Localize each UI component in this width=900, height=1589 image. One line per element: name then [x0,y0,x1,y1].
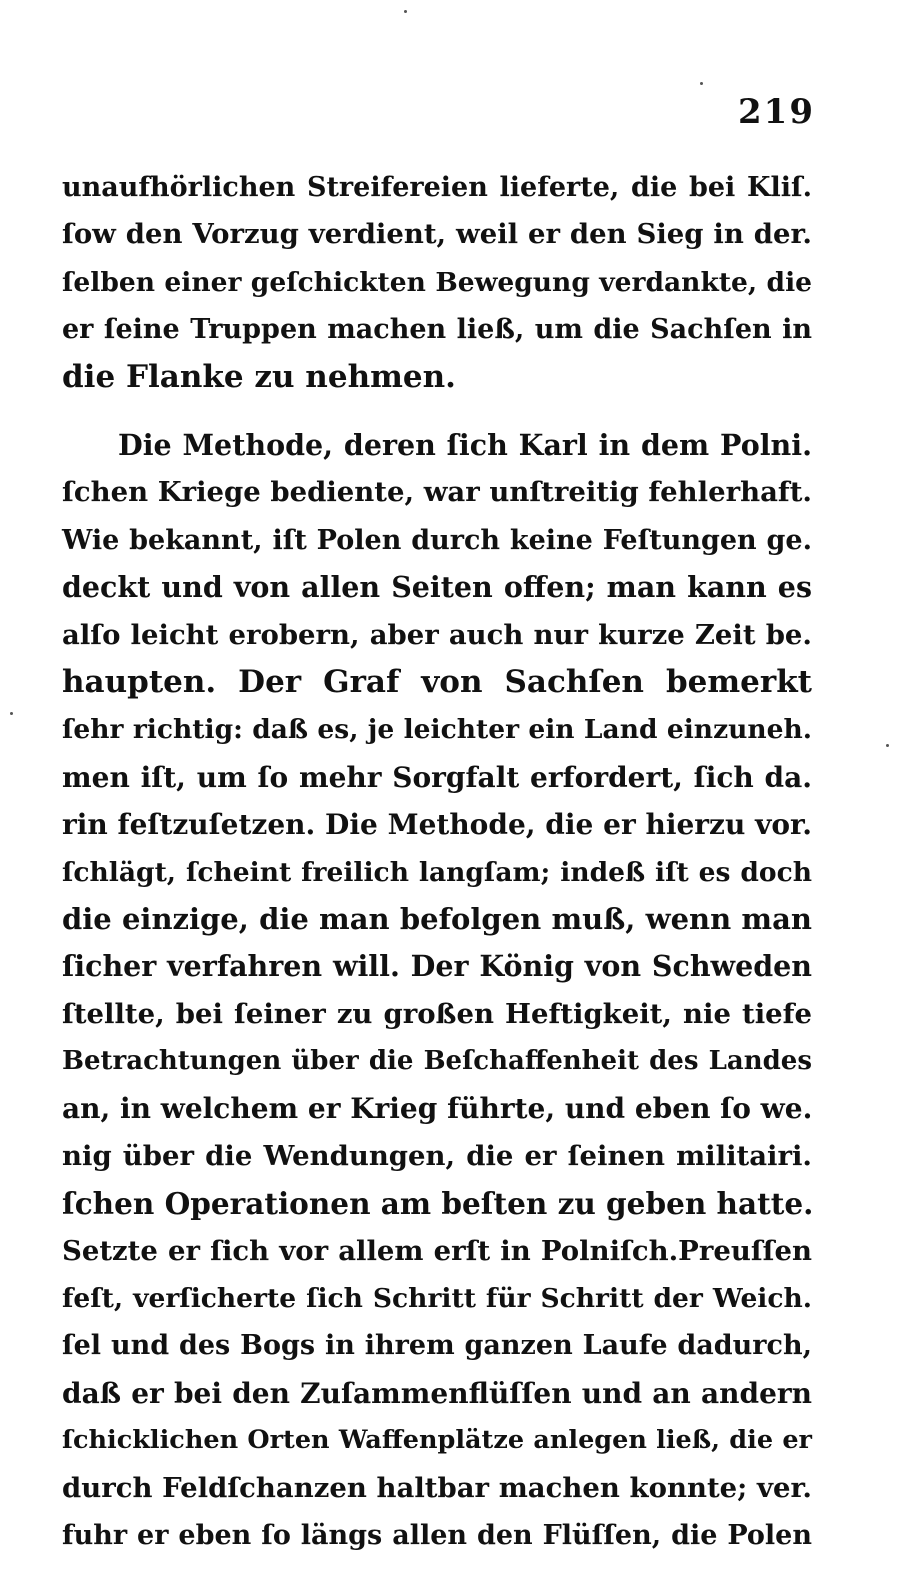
text-line: er ſeine Truppen machen ließ, um die Sachſen in [62,314,812,346]
text-line: unaufhörlichen Streifereien lieferte, die bei Kliſ. [62,172,812,203]
text-line: Wie bekannt, iſt Polen durch keine Feſtungen ge. [62,524,812,556]
text-line: durch Feldſchanzen haltbar machen konnte; ver. [62,1471,812,1504]
text-line: daß er bei den Zuſammenflüſſen und an andern [62,1376,812,1410]
text-line: ſchlägt, ſcheint freilich langſam; indeß iſt es doch [62,856,812,888]
page-number: 219 [738,92,815,132]
text-line: die einzige, die man befolgen muß, wenn man [62,901,812,936]
scan-speck [700,82,703,85]
text-line: ſicher verfahren will. Der König von Schweden [62,949,812,984]
text-line: ſchicklichen Orten Waffenplätze anlegen ließ, die er [62,1425,812,1456]
text-line: feſt, verſicherte ſich Schritt für Schritt der Weich. [62,1283,812,1315]
text-line: haupten. Der Graf von Sachſen bemerkt [62,663,812,700]
text-line: ſow den Vorzug verdient, weil er den Sieg in der. [62,218,812,251]
text-line: an, in welchem er Krieg führte, und eben ſo we. [62,1092,813,1126]
text-line: alſo leicht erobern, aber auch nur kurze Zeit be. [62,618,812,651]
scan-speck [404,10,407,13]
text-line: nig über die Wendungen, die er ſeinen militairi. [62,1139,812,1172]
text-line-indented: Die Methode, deren ſich Karl in dem Polni. [118,428,812,462]
text-line: ſtellte, bei ſeiner zu großen Heftigkeit, nie tiefe [62,997,812,1030]
paragraph-2 [62,422,812,1559]
text-line: rin feſtzuſetzen. Die Methode, die er hierzu vor. [62,808,812,842]
text-line: deckt und von allen Seiten offen; man kann es [62,570,812,605]
text-line: Setzte er ſich vor allem erſt in Polniſch.Preuſſen [62,1234,812,1267]
paragraph-1 [62,164,812,401]
text-line: ſehr richtig: daß es, je leichter ein Land einzuneh. [62,714,812,746]
scan-speck [10,712,13,715]
text-line: ſelben einer geſchickten Bewegung verdankte, die [62,266,812,298]
text-line: fuhr er eben ſo längs allen den Flüſſen, die Polen [62,1519,812,1551]
text-line: die Flanke zu nehmen. [62,358,456,395]
text-line: ſel und des Bogs in ihrem ganzen Laufe dadurch, [62,1330,812,1362]
scan-speck [886,744,889,747]
text-line: Betrachtungen über die Beſchaffenheit des Landes [62,1046,812,1077]
text-line: ſchen Kriege bediente, war unſtreitig fehlerhaft. [62,476,812,509]
text-line: ſchen Operationen am beſten zu geben hatte. [62,1186,814,1222]
text-line: men iſt, um ſo mehr Sorgfalt erfordert, ſich da. [62,760,812,794]
